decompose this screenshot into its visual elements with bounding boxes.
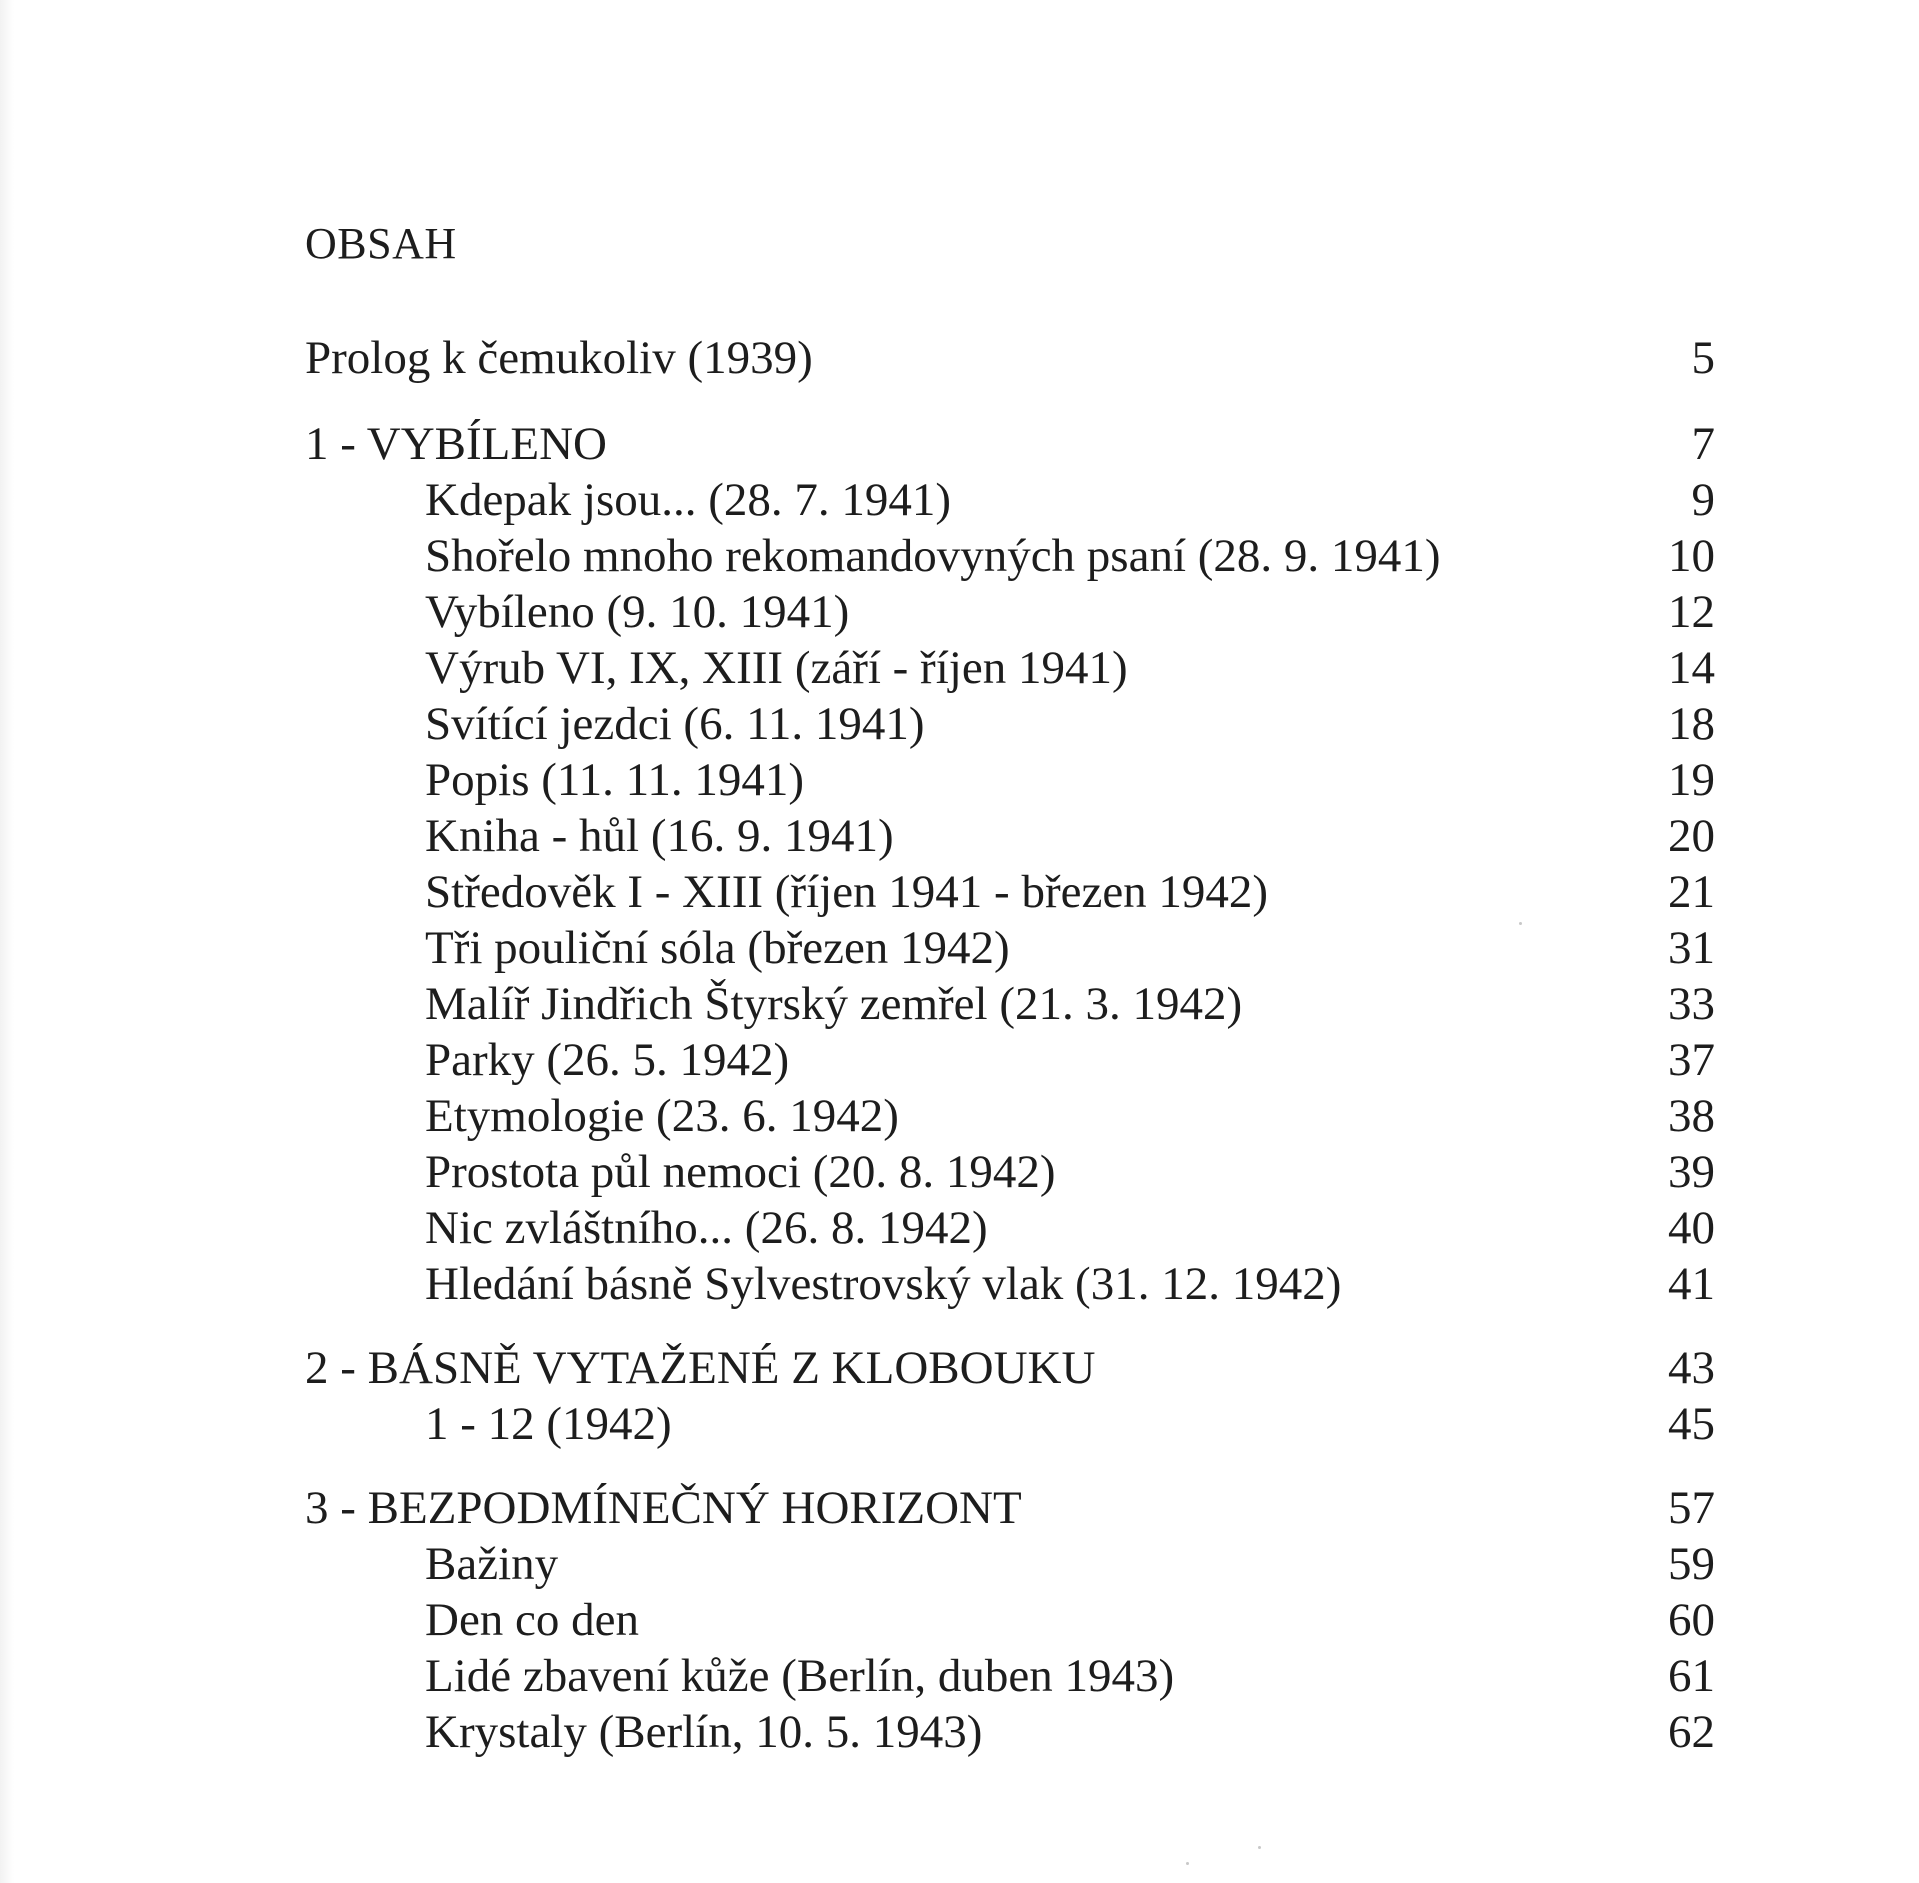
toc-entry-label: Kniha - hůl (16. 9. 1941) — [425, 810, 894, 862]
toc-entry-label: Tři pouliční sóla (březen 1942) — [425, 922, 1010, 974]
toc-entry-page: 12 — [1668, 586, 1715, 638]
toc-entry-label: Krystaly (Berlín, 10. 5. 1943) — [425, 1706, 983, 1758]
toc-entry-label: Prolog k čemukoliv (1939) — [305, 332, 813, 384]
toc-entry-page: 5 — [1691, 332, 1715, 384]
toc-entry-label: 1 - 12 (1942) — [425, 1398, 672, 1450]
toc-entry-label: Nic zvláštního... (26. 8. 1942) — [425, 1202, 988, 1254]
paper-speck — [1519, 922, 1522, 925]
toc-section-page: 57 — [1668, 1482, 1715, 1534]
toc-entry-page: 18 — [1668, 698, 1715, 750]
toc-entry — [305, 752, 1715, 808]
toc-entry-page: 19 — [1668, 754, 1715, 806]
table-of-contents — [305, 219, 1715, 1760]
toc-section-page: 43 — [1668, 1342, 1715, 1394]
toc-entry-page: 38 — [1668, 1090, 1715, 1142]
toc-entry-page: 39 — [1668, 1146, 1715, 1198]
toc-entry-page: 21 — [1668, 866, 1715, 918]
toc-entry-page: 61 — [1668, 1650, 1715, 1702]
paper-speck — [1258, 1846, 1261, 1849]
toc-entry-label: Výrub VI, IX, XIII (září - říjen 1941) — [425, 642, 1128, 694]
toc-entry — [305, 1396, 1715, 1452]
toc-entry — [305, 696, 1715, 752]
toc-entry — [305, 1704, 1715, 1760]
toc-entry-page: 45 — [1668, 1398, 1715, 1450]
toc-entry-page: 37 — [1668, 1034, 1715, 1086]
toc-entry — [305, 528, 1715, 584]
toc-entry-label: Lidé zbavení kůže (Berlín, duben 1943) — [425, 1650, 1175, 1702]
toc-entry-label: Popis (11. 11. 1941) — [425, 754, 805, 806]
toc-entry-page: 14 — [1668, 642, 1715, 694]
toc-entry — [305, 1592, 1715, 1648]
toc-entry — [305, 472, 1715, 528]
toc-section-3 — [305, 1480, 1715, 1536]
toc-entry-page: 40 — [1668, 1202, 1715, 1254]
toc-section-label: 2 - BÁSNĚ VYTAŽENÉ Z KLOBOUKU — [305, 1342, 1096, 1394]
toc-entry — [305, 808, 1715, 864]
toc-entry — [305, 864, 1715, 920]
toc-entry — [305, 1032, 1715, 1088]
toc-entry-page: 41 — [1668, 1258, 1715, 1310]
toc-entry — [305, 584, 1715, 640]
toc-entry — [305, 1648, 1715, 1704]
toc-entry-page: 59 — [1668, 1538, 1715, 1590]
toc-entry-page: 20 — [1668, 810, 1715, 862]
toc-entry-label: Kdepak jsou... (28. 7. 1941) — [425, 474, 952, 526]
toc-entry-label: Shořelo mnoho rekomandovyných psaní (28. 9. 1941) — [425, 530, 1441, 582]
toc-entry-label: Hledání básně Sylvestrovský vlak (31. 12. 1942) — [425, 1258, 1342, 1310]
toc-entry — [305, 1144, 1715, 1200]
toc-entry-prolog — [305, 330, 1715, 386]
toc-entry — [305, 976, 1715, 1032]
toc-entry — [305, 1536, 1715, 1592]
toc-entry-label: Bažiny — [425, 1538, 559, 1590]
toc-entry — [305, 640, 1715, 696]
toc-section-label: 1 - VYBÍLENO — [305, 418, 607, 470]
toc-entry-label: Parky (26. 5. 1942) — [425, 1034, 790, 1086]
toc-entry-label: Středověk I - XIII (říjen 1941 - březen 1942) — [425, 866, 1269, 918]
toc-entry-label: Etymologie (23. 6. 1942) — [425, 1090, 899, 1142]
toc-section-2 — [305, 1340, 1715, 1396]
toc-entry-page: 62 — [1668, 1706, 1715, 1758]
toc-entry-label: Den co den — [425, 1594, 640, 1646]
page-edge-shadow — [0, 0, 14, 1883]
toc-entry-page: 33 — [1668, 978, 1715, 1030]
toc-entry-label: Malíř Jindřich Štyrský zemřel (21. 3. 1942) — [425, 978, 1243, 1030]
toc-section-label: 3 - BEZPODMÍNEČNÝ HORIZONT — [305, 1482, 1022, 1534]
toc-section-1 — [305, 416, 1715, 472]
toc-title: OBSAH — [305, 219, 457, 268]
toc-entry-label: Prostota půl nemoci (20. 8. 1942) — [425, 1146, 1056, 1198]
toc-entry — [305, 1256, 1715, 1312]
paper-speck — [1186, 1862, 1189, 1865]
toc-entry-page: 9 — [1691, 474, 1715, 526]
toc-entry-label: Vybíleno (9. 10. 1941) — [425, 586, 850, 638]
toc-entry-page: 10 — [1668, 530, 1715, 582]
toc-entry-page: 60 — [1668, 1594, 1715, 1646]
toc-entry-page: 31 — [1668, 922, 1715, 974]
toc-entry — [305, 1088, 1715, 1144]
toc-entry — [305, 920, 1715, 976]
toc-entry-label: Svítící jezdci (6. 11. 1941) — [425, 698, 925, 750]
toc-section-page: 7 — [1691, 418, 1715, 470]
toc-entry — [305, 1200, 1715, 1256]
